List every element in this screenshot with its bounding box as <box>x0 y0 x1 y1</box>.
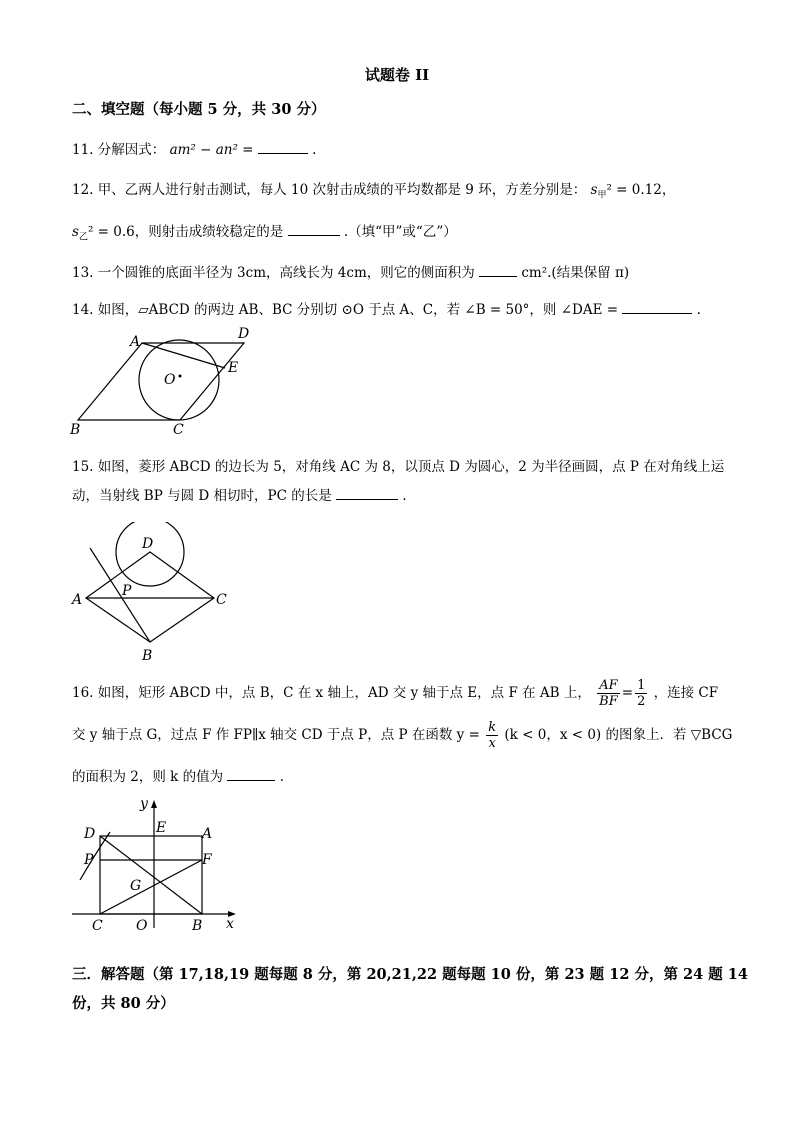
label-a: A <box>130 334 141 350</box>
label-a: A <box>202 826 213 842</box>
label-c: C <box>216 592 227 608</box>
q16-answer-blank[interactable] <box>227 768 275 781</box>
label-x: x <box>226 916 234 932</box>
q12-s-yi: s <box>72 224 79 240</box>
label-d: D <box>84 826 96 842</box>
q12-val-yi: ² = 0.6，则射击成绩较稳定的是 <box>87 224 284 240</box>
question-15-line1: 15. 如图，菱形 ABCD 的边长为 5，对角线 AC 为 8，以顶点 D 为圆心，2 为半径画圆，点 P 在对角线上运 <box>72 459 725 475</box>
label-p: P <box>84 852 94 868</box>
q13-answer-blank[interactable] <box>479 264 517 277</box>
q16-text-d: (k < 0，x < 0) 的图象上．若 ▽BCG <box>504 727 733 743</box>
q14-answer-blank[interactable] <box>622 301 692 314</box>
q13-unit: cm².(结果保留 π) <box>521 265 630 281</box>
label-b: B <box>142 648 153 664</box>
q11-expression: am² − an² = <box>169 142 254 158</box>
question-16-line3 <box>72 765 284 785</box>
label-b: B <box>192 918 203 934</box>
q16-text-c: 交 y 轴于点 G，过点 F 作 FP∥x 轴交 CD 于点 P，点 P 在函数 y = <box>72 727 480 743</box>
q12-text: 12. 甲、乙两人进行射击测试，每人 10 次射击成绩的平均数都是 9 环，方差分别是： <box>72 182 587 198</box>
q16-text-e: 的面积为 2，则 k 的值为 <box>72 769 224 785</box>
question-16-line1 <box>72 678 718 709</box>
q16-figure <box>66 794 246 934</box>
q11-end: . <box>312 142 317 158</box>
question-13 <box>72 261 629 281</box>
question-11 <box>72 138 316 158</box>
label-o: O <box>136 918 148 934</box>
q12-val-jia: ² = 0.12， <box>606 182 676 198</box>
q12-sub-yi: 乙 <box>78 232 88 243</box>
circle-o <box>139 340 219 420</box>
q15-figure <box>66 522 246 668</box>
q14-text: 14. 如图，▱ABCD 的两边 AB、BC 分别切 ⊙O 于点 A、C，若 ∠B = 50°，则 ∠DAE = <box>72 302 619 318</box>
label-y: y <box>140 796 148 812</box>
q14-figure <box>66 326 266 438</box>
q15-text: 动，当射线 BP 与圆 D 相切时，PC 的长是 <box>72 488 332 504</box>
center-dot-o <box>179 375 182 378</box>
label-e: E <box>228 360 239 376</box>
question-16-line2 <box>72 720 732 751</box>
q15-answer-blank[interactable] <box>336 487 398 500</box>
segment-db <box>100 836 202 914</box>
segment-ae <box>142 343 225 368</box>
question-15-line2 <box>72 484 407 504</box>
y-axis-arrow <box>151 800 157 808</box>
q16-text-a: 16. 如图，矩形 ABCD 中，点 B，C 在 x 轴上，AD 交 y 轴于点 E，点 F 在 AB 上， <box>72 685 591 701</box>
label-c: C <box>92 918 103 934</box>
q13-text: 13. 一个圆锥的底面半径为 3cm，高线长为 4cm，则它的侧面积为 <box>72 265 475 281</box>
label-a: A <box>72 592 83 608</box>
q16-end: . <box>279 769 285 785</box>
ray-bp <box>90 548 150 642</box>
q11-text: 11. 分解因式： <box>72 142 166 158</box>
section-answer-heading-line2: 份，共 80 分） <box>72 995 175 1012</box>
label-e: E <box>156 820 167 836</box>
question-14 <box>72 298 701 318</box>
page-title: 试题卷 II <box>364 66 430 84</box>
section-fill-blank-heading: 二、填空题（每小题 5 分，共 30 分） <box>72 101 326 118</box>
q16-equals: = <box>621 685 634 701</box>
question-12-line1 <box>72 178 675 201</box>
circle-d <box>116 522 184 586</box>
rhombus-abcd <box>86 552 214 642</box>
label-d: D <box>142 536 154 552</box>
label-p: P <box>122 583 132 599</box>
q14-end: . <box>696 302 701 318</box>
fraction-af-bf: $\frac{AF}{BF}$ <box>599 678 618 709</box>
label-c: C <box>173 422 184 438</box>
q11-answer-blank[interactable] <box>258 141 308 154</box>
section-answer-heading-line1: 三．解答题（第 17,18,19 题每题 8 分，第 20,21,22 题每题 10 份，第 23 题 12 分，第 24 题 14 <box>72 966 748 983</box>
q12-s-jia: s <box>590 182 598 198</box>
label-g: G <box>130 878 142 894</box>
label-b: B <box>70 422 81 438</box>
fraction-k-x: $\frac{k}{x}$ <box>488 720 497 751</box>
q12-sub-jia: 甲 <box>597 190 607 201</box>
q12-answer-blank[interactable] <box>288 223 340 236</box>
label-o: O <box>164 372 176 388</box>
q16-text-b: ，连接 CF <box>653 685 719 701</box>
q12-tail: .（填“甲”或“乙”） <box>343 224 457 240</box>
segment-cf <box>100 860 202 914</box>
fraction-one-half: $\frac{1}{2}$ <box>637 678 646 709</box>
label-f: F <box>202 852 212 868</box>
question-12-line2 <box>72 220 457 243</box>
q15-end: . <box>402 488 407 504</box>
label-d: D <box>238 326 250 342</box>
